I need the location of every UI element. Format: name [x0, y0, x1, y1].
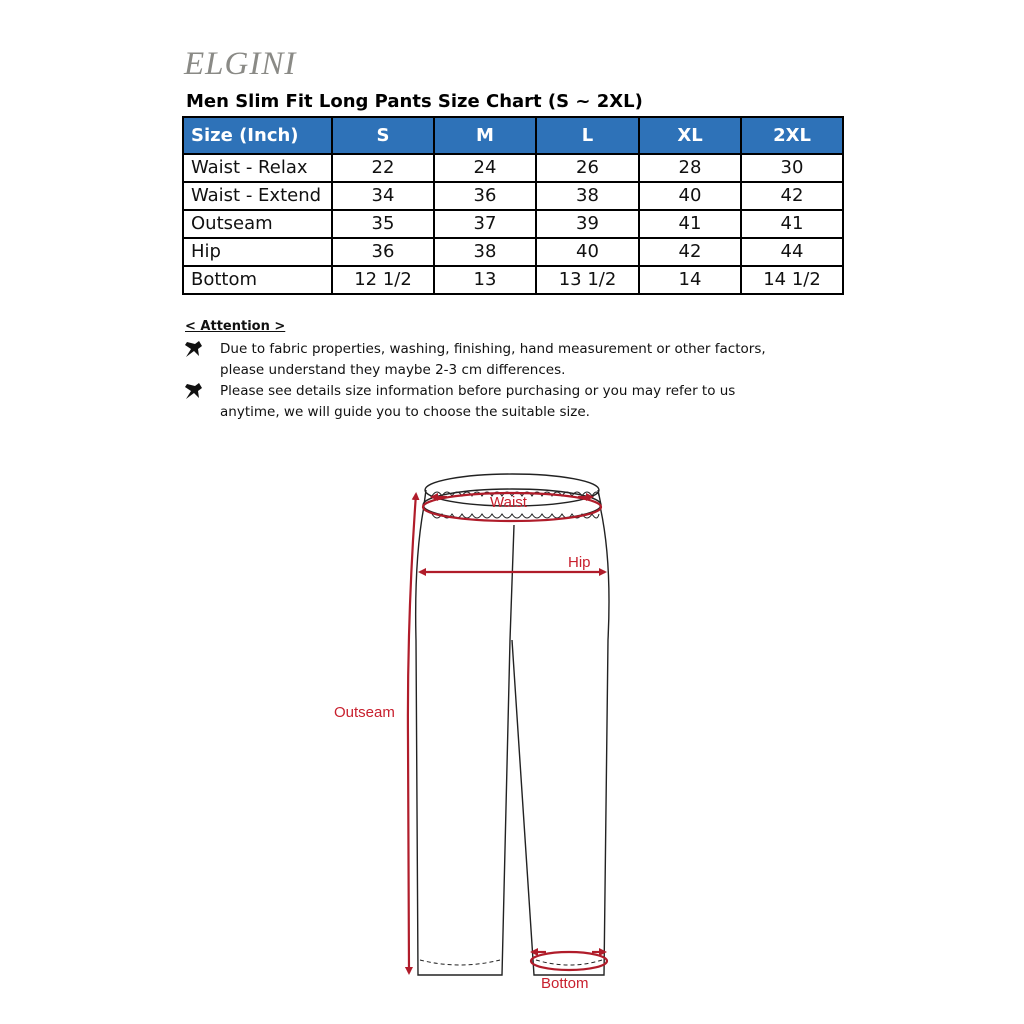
table-cell: 34 [332, 182, 434, 210]
table-cell: 40 [536, 238, 639, 266]
table-header-cell: S [332, 117, 434, 154]
table-cell: Bottom [183, 266, 332, 294]
brand-logo: ELGINI [184, 46, 297, 82]
table-cell: 35 [332, 210, 434, 238]
table-cell: 44 [741, 238, 843, 266]
table-cell: 38 [536, 182, 639, 210]
table-cell: 13 1/2 [536, 266, 639, 294]
table-cell: 41 [639, 210, 741, 238]
table-header-cell: 2XL [741, 117, 843, 154]
table-cell: 14 1/2 [741, 266, 843, 294]
table-cell: 12 1/2 [332, 266, 434, 294]
table-cell: 14 [639, 266, 741, 294]
table-cell: 22 [332, 154, 434, 182]
table-cell: 40 [639, 182, 741, 210]
outseam-label: Outseam [334, 704, 395, 721]
waist-label: Waist [490, 494, 527, 511]
table-header-cell: XL [639, 117, 741, 154]
table-cell: 36 [434, 182, 536, 210]
attention-note-text: Please see details size information before purchasing or you may refer to us anytime, we will guide you to choose the suitable size. [220, 383, 736, 420]
table-cell: 36 [332, 238, 434, 266]
table-cell: 28 [639, 154, 741, 182]
table-cell: 41 [741, 210, 843, 238]
bottom-label: Bottom [541, 975, 589, 992]
outseam-measure [408, 494, 416, 973]
table-cell: 37 [434, 210, 536, 238]
chart-title: Men Slim Fit Long Pants Size Chart (S ~ 2XL) [186, 91, 643, 112]
table-cell: 24 [434, 154, 536, 182]
table-cell: 39 [536, 210, 639, 238]
table-cell: 26 [536, 154, 639, 182]
table-cell: Outseam [183, 210, 332, 238]
table-cell: 13 [434, 266, 536, 294]
table-cell: 30 [741, 154, 843, 182]
bottom-measure [531, 952, 607, 970]
table-header-cell: M [434, 117, 536, 154]
table-cell: Waist - Relax [183, 154, 332, 182]
table-cell: 42 [639, 238, 741, 266]
table-cell: Waist - Extend [183, 182, 332, 210]
table-header-cell: L [536, 117, 639, 154]
table-header-cell: Size (Inch) [183, 117, 332, 154]
hip-label: Hip [568, 554, 591, 571]
table-cell: 42 [741, 182, 843, 210]
attention-title: < Attention > [185, 319, 286, 334]
table-cell: 38 [434, 238, 536, 266]
attention-note-text: Due to fabric properties, washing, finishing, hand measurement or other factors, please understand they maybe 2-3 cm differences. [220, 341, 766, 378]
pants-outline [416, 474, 609, 975]
table-cell: Hip [183, 238, 332, 266]
